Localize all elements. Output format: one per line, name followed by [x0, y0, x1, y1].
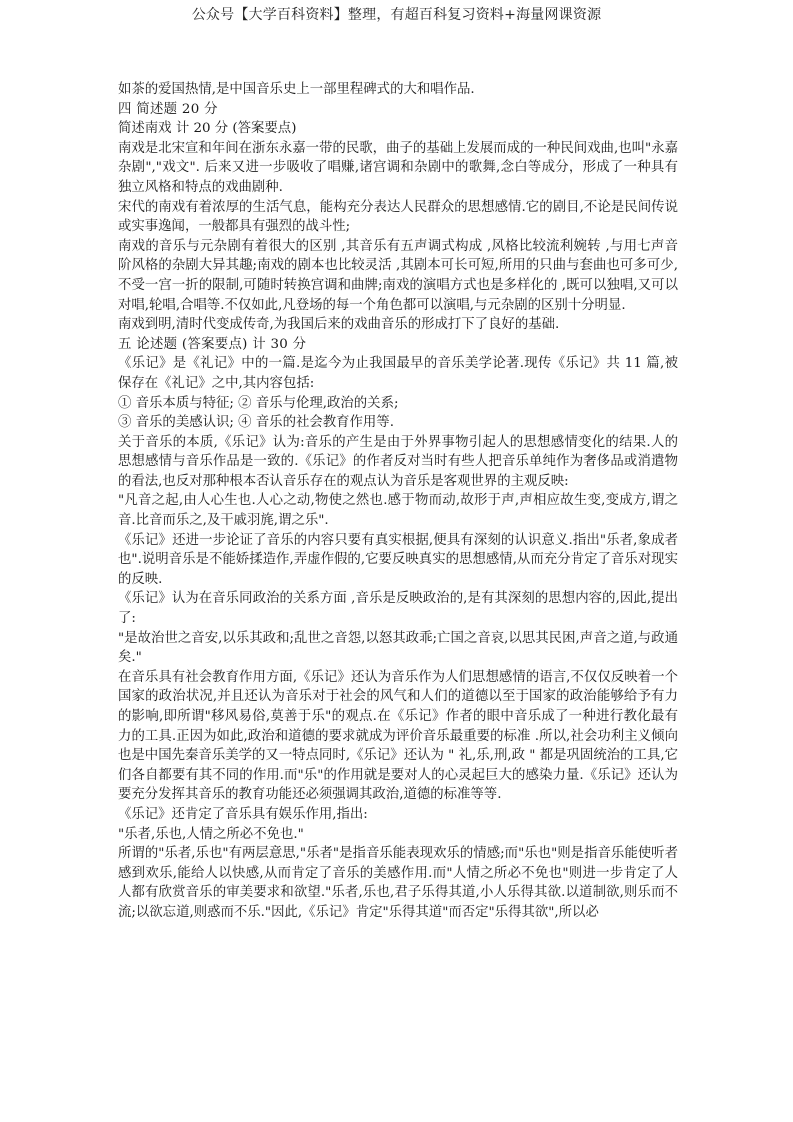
- paragraph-nanxi-ming-qing: 南戏到明,清时代变成传奇,为我国后来的戏曲音乐的形成打下了良好的基础.: [118, 317, 560, 333]
- paragraph-nanxi-song-era: 宋代的南戏有着浓厚的生活气息，能构充分表达人民群众的思想感情.它的剧目,不论是民间传说或实事逸闻，一般都具有强烈的战斗性;: [118, 199, 678, 235]
- paragraph-music-politics: 《乐记》认为在音乐同政治的关系方面 ,音乐是反映政治的,是有其深刻的思想内容的,因此,提出了:: [118, 591, 678, 627]
- paragraph-nanxi-music: 南戏的音乐与元杂剧有着很大的区别 ,其音乐有五声调式构成 ,风格比较流利婉转 ,与用七声音阶风格的杂剧大异其趣;南戏的剧本也比较灵活 ,其剧本可长可短,所用的只曲与套曲也可多可少,不受一宫一折的限制,可随时转换宫调和曲牌;南戏的演唱方式也是多样化的 ,既可以独唱,又可以对唱,轮唱,合唱等.不仅如此,凡登场的每一个角色都可以演唱,与元杂剧的区别十分明显.: [118, 238, 678, 313]
- paragraph-entertainment-explained: 所谓的"乐者,乐也"有两层意思,"乐者"是指音乐能表现欢乐的情感;而"乐也"则是指音乐能使听者感到欢乐,能给人以快感,从而肯定了音乐的美感作用.而"人情之所必不免也"则进一步肯定了人人都有欣赏音乐的审美要求和欲望."乐者,乐也,君子乐得其道,小人乐得其欲.以道制欲,则乐而不流;以欲忘道,则惑而不乐."因此,《乐记》肯定"乐得其道"而否定"乐得其欲",所以必: [118, 846, 678, 920]
- list-item-content-3-4: ③ 音乐的美感认识; ④ 音乐的社会教育作用等.: [118, 415, 394, 431]
- quote-music-politics: "是故治世之音安,以乐其政和;乱世之音怨,以怒其政乖;亡国之音哀,以思其民困,声音之道,与政通矣.": [118, 630, 678, 666]
- section-heading-short-answer: 四 简述题 20 分: [118, 101, 218, 117]
- quote-origin-of-music: "凡音之起,由人心生也.人心之动,物使之然也.感于物而动,故形于声,声相应故生变,变成方,谓之音.比音而乐之,及干戚羽旄,谓之乐".: [118, 493, 678, 529]
- paragraph-music-essence: 关于音乐的本质,《乐记》认为:音乐的产生是由于外界事物引起人的思想感情变化的结果.人的思想感情与音乐作品是一致的.《乐记》的作者反对当时有些人把音乐单纯作为奢侈品或消遣物的看法,也反对那种根本否认音乐存在的观点认为音乐是客观世界的主观反映:: [118, 434, 678, 489]
- paragraph-social-education: 在音乐具有社会教育作用方面,《乐记》还认为音乐作为人们思想感情的语言,不仅仅反映着一个国家的政治状况,并且还认为音乐对于社会的风气和人们的道德以至于国家的政治能够给予有力的影响,即所谓"移风易俗,莫善于乐"的观点.在《乐记》作者的眼中音乐成了一种进行教化最有力的工具.正因为如此,政治和道德的要求就成为评价音乐最重要的标准 .所以,社会功利主义倾向也是中国先秦音乐美学的又一特点同时,《乐记》还认为 " 礼,乐,刑,政 " 都是巩固统治的工具,它们各自都要有其不同的作用.而"乐"的作用就是要对人的心灵起巨大的感染力量.《乐记》还认为要充分发挥其音乐的教育功能还必须强调其政治,道德的标准等等.: [118, 669, 678, 803]
- section-heading-essay: 五 论述题 (答案要点) 计 30 分: [118, 336, 307, 352]
- paragraph-content-reality: 《乐记》还进一步论证了音乐的内容只要有真实根据,便具有深刻的认识意义.指出"乐者,象成者也".说明音乐是不能娇揉造作,弄虚作假的,它要反映真实的思想感情,从而充分肯定了音乐对现实的反映.: [118, 532, 678, 587]
- question-title-nanxi: 简述南戏 计 20 分 (答案要点): [118, 121, 297, 137]
- paragraph-yueji-intro: 《乐记》是《礼记》中的一篇.是迄今为止我国最早的音乐美学论著.现传《乐记》共 11 篇,被保存在《礼记》之中,其内容包括:: [118, 356, 678, 391]
- paragraph-intro-end: 如茶的爱国热情,是中国音乐史上一部里程碑式的大和唱作品.: [118, 82, 475, 97]
- quote-entertainment: "乐者,乐也,人情之所必不免也.": [118, 826, 304, 842]
- list-item-content-1-2: ① 音乐本质与特征; ② 音乐与伦理,政治的关系;: [118, 395, 399, 411]
- paragraph-nanxi-origin: 南戏是北宋宣和年间在浙东永嘉一带的民歌，曲子的基础上发展而成的一种民间戏曲,也叫"永嘉杂剧","戏文". 后来又进一步吸收了唱赚,诸宫调和杂剧中的歌舞,念白等成分，形成了一种具有独立风格和特点的戏曲剧种.: [118, 140, 678, 195]
- paragraph-entertainment: 《乐记》还肯定了音乐具有娱乐作用,指出:: [118, 806, 368, 822]
- document-body: [118, 80, 678, 923]
- page-header: 公众号【大学百科资料】整理，有超百科复习资料+海量网课资源: [191, 7, 602, 23]
